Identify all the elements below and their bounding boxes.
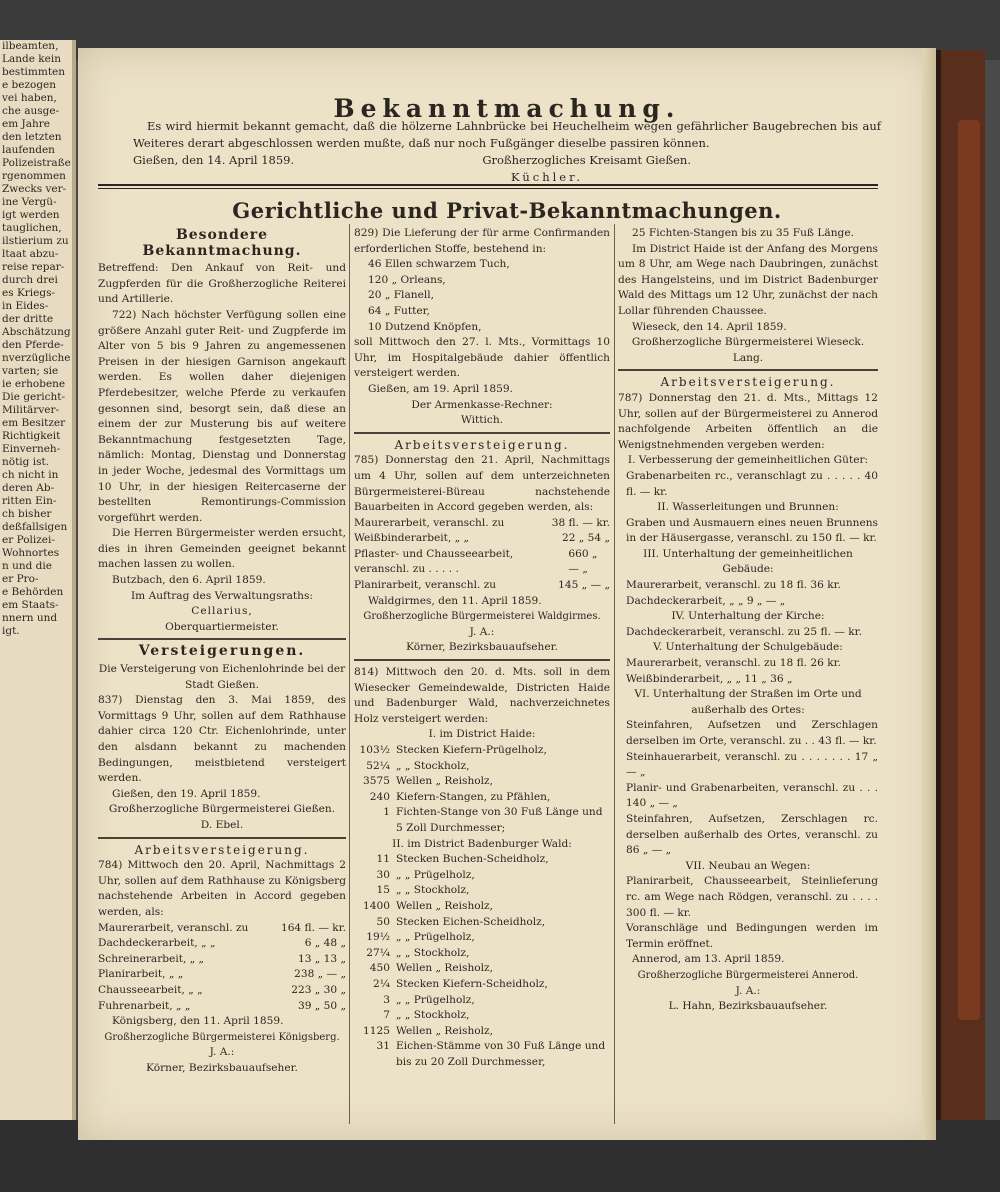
col3-line: Planir- und Grabenarbeiten, veranschl. zu . . . 140 „ — „ <box>626 781 878 810</box>
item-label: Maurerarbeit, veranschl. zu <box>98 921 249 934</box>
col3-line: Steinfahren, Aufsetzen, Zerschlagen rc. derselben außerhalb des Ortes, veranschl. zu 86 „ — „ <box>626 812 878 857</box>
col2-s3-body: 814) Mittwoch den 20. d. Mts. soll in dem Wiesecker Gemeindewalde, Districten Haide und Badenburger Wald, nachverzeichnetes Holz versteigert werden: <box>354 666 610 725</box>
col3-date2: Annerod, am 13. April 1859. <box>632 953 785 966</box>
left-page-fragment: Zwecks ver- <box>2 183 67 195</box>
wood-description: „ „ Prügelholz, <box>396 993 475 1006</box>
wood-quantity: 19½ <box>366 931 390 944</box>
left-page-edge <box>0 40 76 1120</box>
col3-line: Dachdeckerarbeit, „ „ 9 „ — „ <box>626 594 786 607</box>
wood-row <box>354 743 610 759</box>
wood-row <box>354 774 610 790</box>
wood-description: „ „ Prügelholz, <box>396 868 475 881</box>
col3-title: Arbeitsversteigerung. <box>660 375 836 390</box>
col2-s2-title: Arbeitsversteigerung. <box>394 437 570 452</box>
header-signature: Küchler. <box>511 170 583 184</box>
col1-sec3-date: Königsberg, den 11. April 1859. <box>112 1015 284 1028</box>
column-divider-1 <box>349 224 350 1124</box>
item-value: 164 fl. — kr. <box>280 921 346 934</box>
divider <box>98 638 346 640</box>
col1-sec3-body: 784) Mittwoch den 20. April, Nachmittags 2 Uhr, sollen auf dem Rathhause zu Königsberg nachstehende Arbeiten in Accord gegeben werden, als: <box>98 859 346 918</box>
left-page-fragment: ch bisher <box>2 508 52 520</box>
left-page-fragment: ilstierium zu <box>2 235 69 247</box>
left-page-fragment: in Eides- <box>2 300 49 312</box>
wood-row <box>354 759 610 775</box>
left-page-fragment: Die gericht- <box>2 391 66 403</box>
item-row <box>354 547 610 578</box>
wood-description: Stecken Eichen-Scheidholz, <box>396 915 546 928</box>
item-value: 38 fl. — kr. <box>551 516 610 529</box>
wood-quantity: 27¼ <box>366 946 390 959</box>
item-value: 145 „ — „ <box>558 579 610 592</box>
header-title: Bekanntmachung. <box>333 94 681 123</box>
left-page-fragment: ltaat abzu- <box>2 248 59 260</box>
left-page-fragment: reise repar- <box>2 261 65 273</box>
col3-line: II. Wasserleitungen und Brunnen: <box>657 501 839 514</box>
left-page-fragment: ilbeamten, <box>2 40 59 52</box>
left-page-fragment: er Pro- <box>2 573 39 585</box>
item-row <box>98 967 346 983</box>
item-row <box>98 983 346 999</box>
col1-sec2-date: Gießen, den 19. April 1859. <box>112 787 261 800</box>
left-page-fragment: den Pferde- <box>2 339 64 351</box>
col1-sec3-name: Körner, Bezirksbauaufseher. <box>146 1061 298 1074</box>
left-page-fragment: Lande kein <box>2 53 61 65</box>
column-2 <box>354 226 610 1070</box>
header-body: Es wird hiermit bekannt gemacht, daß die hölzerne Lahnbrücke bei Heuchelheim wegen gefährlicher Baugebrechen bis auf Weiteres derart abgeschlossen werden mußte, daß nur noch Fußgänger dieselbe passiren können. <box>133 119 881 150</box>
item-row <box>98 936 346 952</box>
wood-description: Stecken Buchen-Scheidholz, <box>396 853 549 866</box>
col1-sec1-auth: Im Auftrag des Verwaltungsraths: <box>130 589 313 602</box>
col3-line: Weißbinderarbeit, „ „ 11 „ 36 „ <box>626 672 793 685</box>
col3-top2: Im District Haide ist der Anfang des Morgens um 8 Uhr, am Wege nach Daubringen, zunächst des Hangelsteins, und im District Badenburger Wald des Mittags um 12 Uhr, zunächst der nach Lollar führenden Chaussee. <box>618 242 878 317</box>
col1-sec1-body2: Die Herren Bürgermeister werden ersucht, dies in ihren Gemeinden geeignet bekannt machen lassen zu wollen. <box>98 527 346 571</box>
col1-sec1-body: 722) Nach höchster Verfügung sollen eine größere Anzahl guter Reit- und Zugpferde im Alter von 5 bis 9 Jahren zu angemessenen Preisen in der hiesigen Garnison angekauft werden. Es wollen daher diejenigen Pferdebesitzer, welche Pferde zu verkaufen gesonnen sind, besorgt sein, daß diese an einem der zur Musterung bis auf weitere Bekanntmachung festgesetzten Tage, nämlich: Montag, Dienstag und Donnerstag in jeder Woche, jedesmal des Vormittags um 10 Uhr, in der hiesigen Reitercaserne der bestellten Remontirungs-Commission vorgeführt werden. <box>98 308 346 524</box>
divider <box>354 659 610 661</box>
item-value: 39 „ 50 „ <box>297 999 346 1012</box>
item-label: Planirarbeit, veranschl. zu <box>354 579 497 592</box>
main-section-title: Gerichtliche und Privat-Bekanntmachungen. <box>232 198 782 223</box>
left-page-fragment: nverzügliche <box>2 352 71 364</box>
item-value: 13 „ 13 „ <box>297 952 346 965</box>
divider <box>354 432 610 434</box>
col3-line: VI. Unterhaltung der Straßen im Orte und außerhalb des Ortes: <box>634 688 862 716</box>
wood-description: Wellen „ Reisholz, <box>396 962 493 975</box>
list-item: 64 „ Futter, <box>368 304 430 317</box>
left-page-fragment: den letzten <box>2 131 62 143</box>
item-value: 223 „ 30 „ <box>291 983 346 996</box>
left-page-fragment: nnern und <box>2 612 58 624</box>
wood-description: „ „ Stockholz, <box>396 759 470 772</box>
col1-sec3-title: Arbeitsversteigerung. <box>134 842 310 857</box>
wood-row <box>354 868 610 884</box>
left-page-fragment: Militärver- <box>2 404 60 416</box>
wood-row <box>354 946 610 962</box>
col3-line: V. Unterhaltung der Schulgebäude: <box>653 641 843 654</box>
left-page-fragment: igt. <box>2 625 20 637</box>
column-3 <box>618 226 878 1015</box>
left-page-fragment: varten; sie <box>2 365 59 377</box>
list-item: 120 „ Orleans, <box>368 273 446 286</box>
col3-line: Maurerarbeit, veranschl. zu 18 fl. 36 kr. <box>626 579 841 592</box>
col1-sec2-title: Versteigerungen. <box>138 643 306 660</box>
left-page-fragment: Einverneh- <box>2 443 61 455</box>
col2-s1-auth: Der Armenkasse-Rechner: <box>411 398 553 411</box>
wood-description: Wellen „ Reisholz, <box>396 899 493 912</box>
col3-line: Graben und Ausmauern eines neuen Brunnens in der Häusergasse, veranschl. zu 150 fl. — kr. <box>626 516 878 545</box>
wood-row <box>354 1008 610 1024</box>
col2-s3-sub1: I. im District Haide: <box>428 728 536 741</box>
wood-description: Stecken Kiefern-Scheidholz, <box>396 977 548 990</box>
col1-sec2-sub: Die Versteigerung von Eichenlohrinde bei der Stadt Gießen. <box>98 663 346 691</box>
col3-line: Planirarbeit, Chausseearbeit, Steinlieferung rc. am Wege nach Rödgen, veranschl. zu . . . . 300 fl. — kr. <box>626 875 878 919</box>
wood-row <box>354 805 610 836</box>
item-label: Maurerarbeit, veranschl. zu <box>354 516 505 529</box>
wood-quantity: 2¼ <box>372 977 390 990</box>
header-date: Gießen, den 14. April 1859. <box>133 153 295 167</box>
left-page-fragment: igt werden <box>2 209 60 221</box>
left-page-fragment: bestimmten <box>2 66 66 78</box>
header-notice <box>133 118 881 186</box>
col3-date: Wieseck, den 14. April 1859. <box>632 320 787 333</box>
col3-ia: J. A.: <box>735 984 761 997</box>
wood-quantity: 1400 <box>363 899 390 912</box>
item-label: Weißbinderarbeit, „ „ <box>354 532 470 545</box>
wood-quantity: 11 <box>376 853 390 866</box>
item-row <box>98 921 346 937</box>
left-page-fragment: ie erhobene <box>2 378 66 390</box>
col2-s1-date: Gießen, am 19. April 1859. <box>368 382 513 395</box>
item-label: Planirarbeit, „ „ <box>98 968 184 981</box>
col3-line: VII. Neubau an Wegen: <box>685 859 811 872</box>
left-page-fragment: der dritte <box>2 313 54 325</box>
wood-description: „ „ Stockholz, <box>396 1009 470 1022</box>
col2-s2-items <box>354 516 610 594</box>
left-page-fragment: vei haben, <box>2 92 57 104</box>
list-item: 10 Dutzend Knöpfen, <box>368 320 482 333</box>
wood-quantity: 1 <box>383 806 390 819</box>
col2-s2-name: Körner, Bezirksbauaufseher. <box>406 641 558 654</box>
wood-row <box>354 1024 610 1040</box>
header-authority: Großherzogliches Kreisamt Gießen. <box>482 153 691 167</box>
left-page-fragment: Richtigkeit <box>2 430 61 442</box>
column-divider-2 <box>614 224 615 1124</box>
left-page-fragment: e Behörden <box>2 586 64 598</box>
item-label: Dachdeckerarbeit, „ „ <box>98 937 216 950</box>
header-rule <box>98 184 878 186</box>
item-value: 6 „ 48 „ <box>304 937 346 950</box>
item-value: 22 „ 54 „ <box>561 532 610 545</box>
wood-row <box>354 852 610 868</box>
col2-s2-body: 785) Donnerstag den 21. April, Nachmittags um 4 Uhr, sollen auf dem unterzeichneten Bürgermeisterei-Büreau nachstehende Bauarbeiten in Accord gegeben werden, als: <box>354 454 610 514</box>
left-page-fragment: ine Vergü- <box>2 196 57 208</box>
wood-row <box>354 899 610 915</box>
wood-row <box>354 977 610 993</box>
col3-auth: Großherzogliche Bürgermeisterei Wieseck. <box>631 336 865 349</box>
newspaper-page <box>78 48 936 1140</box>
wood-description: „ „ Stockholz, <box>396 884 470 897</box>
left-page-fragment: rgenommen <box>2 170 66 182</box>
col2-s1-body: 829) Die Lieferung der für arme Confirmanden erforderlichen Stoffe, bestehend in: <box>354 227 610 255</box>
left-page-fragment: Polizeistraße <box>2 157 71 169</box>
item-label: Schreinerarbeit, „ „ <box>98 952 205 965</box>
divider <box>618 369 878 371</box>
col3-line: Voranschläge und Bedingungen werden im Termin eröffnet. <box>626 922 878 950</box>
col2-s1-items <box>354 257 610 335</box>
left-page-fragment: n und die <box>2 560 52 572</box>
item-row <box>354 531 610 547</box>
col1-sec3-auth: Großherzogliche Bürgermeisterei Königsberg. <box>104 1031 340 1043</box>
wood-description: Kiefern-Stangen, zu Pfählen, <box>396 790 551 803</box>
left-page-fragment: Abschätzung <box>2 326 71 338</box>
wood-description: Stecken Kiefern-Prügelholz, <box>396 744 547 756</box>
left-page-fragment: durch drei <box>2 274 58 286</box>
col3-name2: L. Hahn, Bezirksbauaufseher. <box>668 1000 828 1013</box>
list-item: 46 Ellen schwarzem Tuch, <box>368 258 510 271</box>
wood-quantity: 3575 <box>363 775 390 788</box>
book-spine-band <box>958 120 980 1020</box>
col1-sec2-auth: Großherzogliche Bürgermeisterei Gießen. <box>108 803 336 816</box>
wood-description: Eichen-Stämme von 30 Fuß Länge und bis zu 20 Zoll Durchmesser, <box>396 1040 606 1068</box>
col3-line: I. Verbesserung der gemeinheitlichen Güter: <box>627 454 869 467</box>
wood-quantity: 30 <box>376 868 390 881</box>
col1-sec1-title: Besondere Bekanntmachung. <box>142 227 302 259</box>
left-page-fragment: deren Ab- <box>2 482 55 494</box>
item-label: Chausseearbeit, „ „ <box>98 983 203 996</box>
col1-sec1-date: Butzbach, den 6. April 1859. <box>112 574 266 587</box>
wood-row <box>354 1039 610 1070</box>
header-dateline <box>133 152 881 169</box>
wood-row <box>354 993 610 1009</box>
col1-sec3-ia: J. A.: <box>209 1046 235 1059</box>
wood-row <box>354 961 610 977</box>
col3-auth2: Großherzogliche Bürgermeisterei Annerod. <box>637 969 859 981</box>
wood-row <box>354 790 610 806</box>
col3-line: Maurerarbeit, veranschl. zu 18 fl. 26 kr. <box>626 657 841 670</box>
wood-row <box>354 915 610 931</box>
col2-s2-date: Waldgirmes, den 11. April 1859. <box>368 594 542 607</box>
left-page-fragment: nötig ist. <box>2 456 50 468</box>
wood-quantity: 450 <box>369 962 390 975</box>
col1-sec3-items <box>98 921 346 1015</box>
item-row <box>354 516 610 532</box>
wood-quantity: 31 <box>376 1040 390 1053</box>
left-page-fragment: ch nicht in <box>2 469 59 481</box>
header-rule-thin <box>98 188 878 189</box>
wood-quantity: 1125 <box>363 1024 390 1037</box>
wood-quantity: 52¼ <box>366 759 390 772</box>
item-label: Fuhrenarbeit, „ „ <box>98 999 191 1012</box>
wood-description: Wellen „ Reisholz, <box>396 1024 493 1037</box>
left-page-fragment: er Polizei- <box>2 534 55 546</box>
left-page-fragment: Wohnortes <box>2 547 60 559</box>
col3-line: III. Unterhaltung der gemeinheitlichen Gebäude: <box>643 547 853 576</box>
left-page-fragment: e bezogen <box>2 79 57 91</box>
col1-sec2-name: D. Ebel. <box>200 818 244 831</box>
item-row <box>98 999 346 1015</box>
left-page-fragment: es Kriegs- <box>2 287 56 299</box>
col2-s3-items1 <box>354 743 610 837</box>
left-page-fragment: em Jahre <box>2 118 50 130</box>
wood-description: „ „ Stockholz, <box>396 946 470 959</box>
wood-quantity: 50 <box>376 915 390 928</box>
col1-sec1-subject: Betreffend: Den Ankauf von Reit- und Zugpferden für die Großherzogliche Reiterei und Artillerie. <box>98 262 346 306</box>
wood-quantity: 103½ <box>359 744 390 756</box>
item-value: 238 „ — „ <box>294 968 346 981</box>
col1-sec1-rank: Oberquartiermeister. <box>165 620 279 633</box>
col3-line: Dachdeckerarbeit, veranschl. zu 25 fl. — kr. <box>626 625 862 638</box>
col3-line: IV. Unterhaltung der Kirche: <box>671 610 825 623</box>
col3-line: Steinhauerarbeit, veranschl. zu . . . . . . . 17 „ — „ <box>626 750 878 779</box>
wood-quantity: 240 <box>369 790 390 803</box>
col3-top1: 25 Fichten-Stangen bis zu 35 Fuß Länge. <box>632 227 854 239</box>
left-page-fragment: che ausge- <box>2 105 60 117</box>
col3-line: Steinfahren, Aufsetzen und Zerschlagen derselben im Orte, veranschl. zu . . 43 fl. — kr. <box>626 719 878 747</box>
wood-description: „ „ Prügelholz, <box>396 931 475 944</box>
left-page-fragment: ritten Ein- <box>2 495 57 507</box>
col2-s1-name: Wittich. <box>460 414 504 427</box>
col2-s1-body2: soll Mittwoch den 27. l. Mts., Vormittags 10 Uhr, im Hospitalgebäude dahier öffentlich versteigert werden. <box>354 336 610 380</box>
left-page-fragment: deßfallsigen <box>2 521 68 533</box>
wood-quantity: 3 <box>383 993 390 1006</box>
col3-line: Grabenarbeiten rc., veranschlagt zu . . . . . 40 fl. — kr. <box>626 469 878 498</box>
wood-description: Fichten-Stange von 30 Fuß Länge und 5 Zoll Durchmesser; <box>396 806 603 834</box>
col1-sec2-body: 837) Dienstag den 3. Mai 1859, des Vormittags 9 Uhr, sollen auf dem Rathhause dahier circa 120 Ctr. Eichenlohrinde, unter den alsdann bekannt zu machenden Bedingungen, meistbietend versteigert werden. <box>98 694 346 785</box>
wood-description: Wellen „ Reisholz, <box>396 775 493 788</box>
wood-quantity: 7 <box>383 1009 390 1022</box>
left-page-fragment: em Staats- <box>2 599 59 611</box>
item-row <box>98 952 346 968</box>
col1-sec1-name: Cellarius, <box>191 605 253 618</box>
col3-body: 787) Donnerstag den 21. d. Mts., Mittags 12 Uhr, sollen auf der Bürgermeisterei zu Annerod nachfolgende Arbeiten öffentlich an die Wenigstnehmenden vergeben werden: <box>618 391 878 451</box>
col3-lines <box>618 453 878 952</box>
item-label: Pflaster- und Chausseearbeit, veranschl. zu . . . . . <box>354 547 514 576</box>
item-row <box>354 578 610 594</box>
left-page-fragment: tauglichen, <box>2 222 62 234</box>
left-page-fragment: laufenden <box>2 144 55 156</box>
item-value: 660 „ — „ <box>568 547 598 576</box>
col2-s3-items2 <box>354 852 610 1070</box>
column-1 <box>98 226 346 1076</box>
col2-s2-ia: J. A.: <box>469 625 495 638</box>
left-page-fragment: em Besitzer <box>2 417 66 429</box>
col3-name: Lang. <box>732 351 764 364</box>
wood-row <box>354 930 610 946</box>
divider <box>98 837 346 839</box>
col2-s2-auth: Großherzogliche Bürgermeisterei Waldgirmes. <box>363 611 601 623</box>
wood-quantity: 15 <box>376 884 390 897</box>
col2-s3-sub2: II. im District Badenburger Wald: <box>392 837 572 850</box>
wood-row <box>354 883 610 899</box>
list-item: 20 „ Flanell, <box>368 289 434 302</box>
